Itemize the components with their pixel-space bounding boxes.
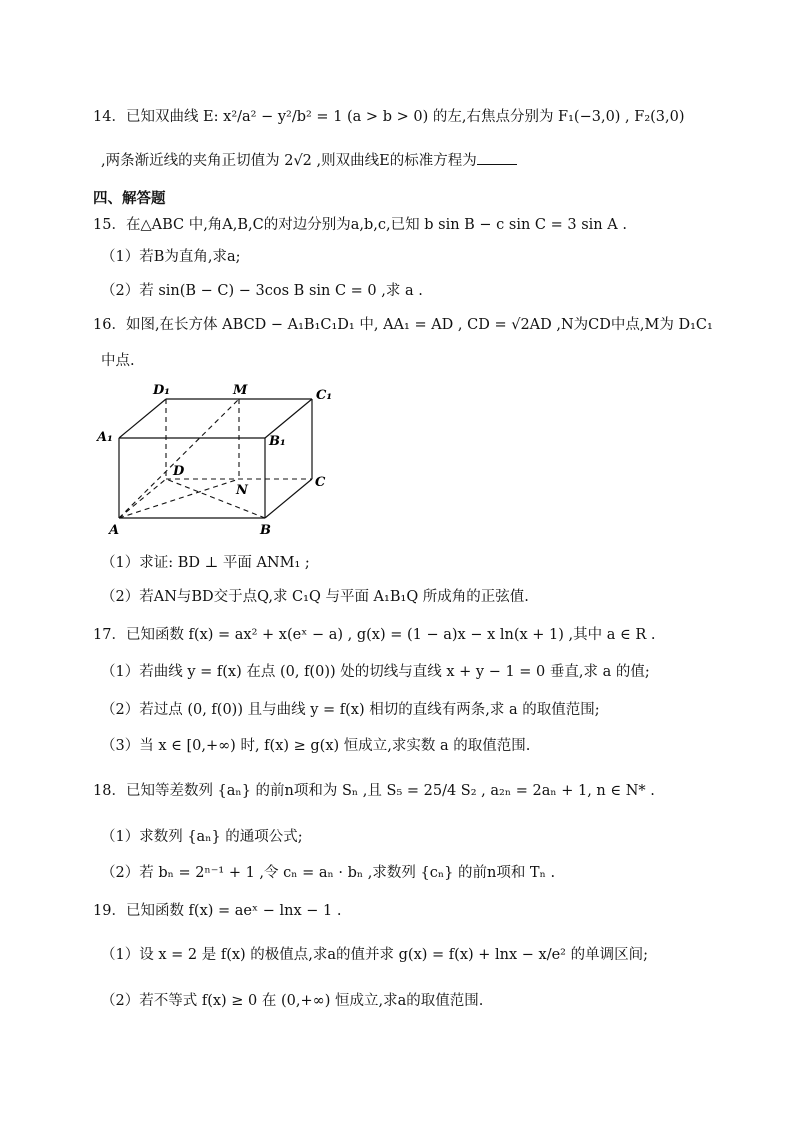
label-n: N — [236, 483, 248, 498]
label-d1: D₁ — [153, 383, 170, 398]
edge-a1-d1 — [119, 399, 166, 438]
q15-part1: （1）若B为直角,求a; — [101, 249, 241, 265]
q14-line1: 14．已知双曲线 E: x²/a² − y²/b² = 1 (a > b > 0) 的左,右焦点分别为 F₁(−3,0) , F₂(3,0) — [93, 109, 685, 125]
q15-part2: （2）若 sin(B − C) − 3cos B sin C = 0 ,求 a . — [101, 283, 423, 299]
edge-b-c — [265, 479, 312, 518]
edge-a-d-hidden — [119, 479, 166, 518]
segment-b-d-hidden — [166, 479, 265, 518]
q18-stem: 18．已知等差数列 {aₙ} 的前n项和为 Sₙ ,且 S₅ = 25/4 S₂ , a₂ₙ = 2aₙ + 1, n ∈ N* . — [93, 783, 655, 799]
label-c1: C₁ — [316, 388, 333, 403]
label-a: A — [109, 523, 120, 538]
label-a1: A₁ — [97, 430, 113, 445]
q18-part1: （1）求数列 {aₙ} 的通项公式; — [101, 829, 303, 845]
q14-line2-text: ,两条渐近线的夹角正切值为 2√2 ,则双曲线E的标准方程为 — [101, 153, 477, 169]
q19-stem: 19．已知函数 f(x) = aeˣ − lnx − 1 . — [93, 903, 342, 919]
q17-part1: （1）若曲线 y = f(x) 在点 (0, f(0)) 处的切线与直线 x + y − 1 = 0 垂直,求 a 的值; — [101, 664, 650, 680]
label-m: M — [233, 383, 248, 398]
label-c: C — [315, 475, 326, 490]
q16-stem-line1: 16．如图,在长方体 ABCD − A₁B₁C₁D₁ 中, AA₁ = AD , CD = √2AD ,N为CD中点,M为 D₁C₁ — [93, 317, 713, 333]
q17-part2: （2）若过点 (0, f(0)) 且与曲线 y = f(x) 相切的直线有两条,求 a 的取值范围; — [101, 702, 600, 718]
q17-stem: 17．已知函数 f(x) = ax² + x(eˣ − a) , g(x) = (1 − a)x − x ln(x + 1) ,其中 a ∈ R . — [93, 627, 656, 643]
cuboid-figure — [90, 372, 350, 542]
q16-stem-line2: 中点. — [101, 353, 135, 369]
segment-a-n-hidden — [119, 479, 239, 518]
q15-stem: 15．在△ABC 中,角A,B,C的对边分别为a,b,c,已知 b sin B − c sin C = 3 sin A . — [93, 217, 627, 233]
label-b: B — [260, 523, 271, 538]
q19-part2: （2）若不等式 f(x) ≥ 0 在 (0,+∞) 恒成立,求a的取值范围. — [101, 993, 484, 1009]
q19-part1: （1）设 x = 2 是 f(x) 的极值点,求a的值并求 g(x) = f(x) + lnx − x/e² 的单调区间; — [101, 947, 648, 963]
label-b1: B₁ — [269, 434, 286, 449]
q14-line2 — [101, 150, 517, 172]
q18-part2: （2）若 bₙ = 2ⁿ⁻¹ + 1 ,令 cₙ = aₙ · bₙ ,求数列 {cₙ} 的前n项和 Tₙ . — [101, 865, 556, 881]
answer-blank[interactable] — [477, 150, 517, 165]
label-d: D — [173, 464, 185, 479]
edge-b1-c1 — [265, 399, 312, 438]
section-title: 四、解答题 — [93, 191, 166, 207]
q17-part3: （3）当 x ∈ [0,+∞) 时, f(x) ≥ g(x) 恒成立,求实数 a 的取值范围. — [101, 738, 531, 754]
q16-part1: （1）求证: BD ⊥ 平面 ANM₁ ; — [101, 555, 310, 571]
q16-part2: （2）若AN与BD交于点Q,求 C₁Q 与平面 A₁B₁Q 所成角的正弦值. — [101, 589, 529, 605]
